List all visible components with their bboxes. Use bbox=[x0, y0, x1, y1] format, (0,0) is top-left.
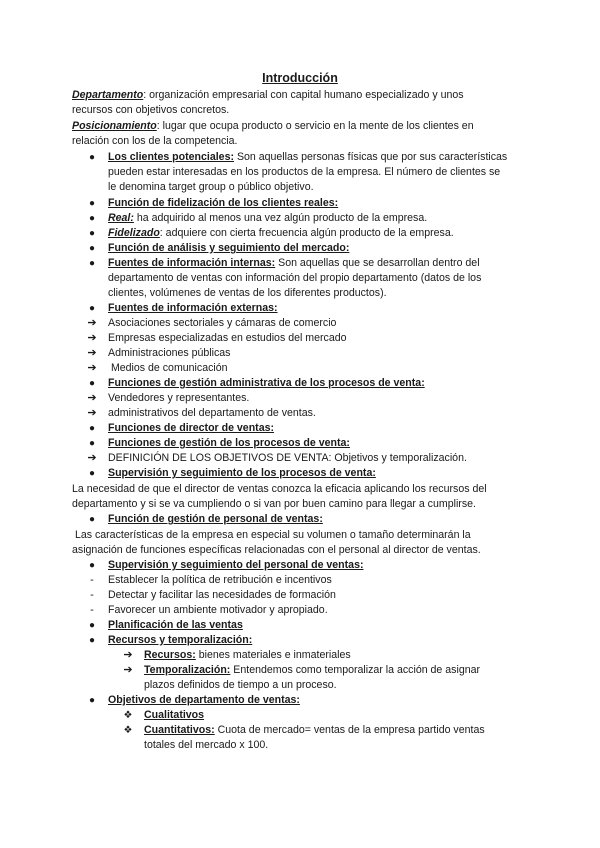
heading-supervision-procesos: Supervisión y seguimiento de los procesos de venta: bbox=[108, 467, 376, 479]
bullet-icon: ● bbox=[88, 243, 96, 254]
list-item: Vendedores y representantes. bbox=[108, 392, 250, 404]
arrow-icon: ➔ bbox=[87, 452, 97, 464]
diamond-icon: ❖ bbox=[123, 710, 133, 721]
item-temporalizacion: Temporalización: Entendemos como temporalizar la acción de asignar bbox=[144, 664, 481, 676]
arrow-icon: ➔ bbox=[87, 392, 97, 404]
list-item: DEFINICIÓN DE LOS OBJETIVOS DE VENTA: Objetivos y temporalización. bbox=[108, 452, 467, 464]
bullet-icon: ● bbox=[88, 378, 96, 389]
bullet-icon: ● bbox=[88, 258, 96, 269]
list-item: administrativos del departamento de ventas. bbox=[108, 407, 316, 419]
heading-gestion-admin: Funciones de gestión administrativa de los procesos de venta: bbox=[108, 377, 425, 389]
heading-objetivos: Objetivos de departamento de ventas: bbox=[108, 694, 300, 706]
heading-gestion-personal: Función de gestión de personal de ventas: bbox=[108, 513, 323, 525]
list-item: Asociaciones sectoriales y cámaras de comercio bbox=[108, 317, 337, 329]
dash-icon: - bbox=[90, 574, 94, 586]
term-info-internas: Fuentes de información internas: bbox=[108, 257, 276, 269]
paragraph: departamento y si se va cumpliendo o si van por buen camino para llegar a cumplirse. bbox=[72, 498, 476, 510]
item-clientes-potenciales-cont: pueden estar interesadas en los productos de la empresa. El número de clientes se bbox=[108, 166, 501, 178]
arrow-icon: ➔ bbox=[123, 649, 133, 661]
definition-posicionamiento-cont: relación con los de la competencia. bbox=[72, 135, 238, 147]
term-posicionamiento: Posicionamiento bbox=[72, 120, 157, 132]
bullet-icon: ● bbox=[88, 635, 96, 646]
item-recursos: Recursos: bienes materiales e inmateriales bbox=[144, 649, 351, 661]
bullet-icon: ● bbox=[88, 438, 96, 449]
item-info-internas-cont: departamento de ventas con información del propio departamento (datos de los bbox=[108, 272, 482, 284]
heading-director: Funciones de director de ventas: bbox=[108, 422, 275, 434]
arrow-icon: ➔ bbox=[123, 664, 133, 676]
term-cuantitativos: Cuantitativos: bbox=[144, 724, 215, 736]
list-item: Empresas especializadas en estudios del mercado bbox=[108, 332, 347, 344]
definition-departamento-cont: recursos con objetivos concretos. bbox=[72, 104, 230, 116]
heading-gestion-procesos: Funciones de gestión de los procesos de venta: bbox=[108, 437, 350, 449]
term-fidelizado: Fidelizado bbox=[108, 227, 160, 239]
item-real: Real: ha adquirido al menos una vez algún producto de la empresa. bbox=[108, 212, 428, 224]
dash-icon: - bbox=[90, 589, 94, 601]
list-item: Favorecer un ambiente motivador y apropiado. bbox=[108, 604, 328, 616]
bullet-icon: ● bbox=[88, 514, 96, 525]
heading-supervision-personal: Supervisión y seguimiento del personal de ventas: bbox=[108, 559, 364, 571]
list-item: Detectar y facilitar las necesidades de formación bbox=[108, 589, 336, 601]
definition-posicionamiento: Posicionamiento: lugar que ocupa producto o servicio en la mente de los clientes en bbox=[72, 120, 474, 132]
item-fidelizado: Fidelizado: adquiere con cierta frecuencia algún producto de la empresa. bbox=[108, 227, 454, 239]
bullet-icon: ● bbox=[88, 423, 96, 434]
term-departamento: Departamento bbox=[72, 89, 144, 101]
arrow-icon: ➔ bbox=[87, 332, 97, 344]
bullet-icon: ● bbox=[88, 198, 96, 209]
definition-departamento: Departamento: organización empresarial con capital humano especializado y unos bbox=[72, 89, 464, 101]
arrow-icon: ➔ bbox=[87, 347, 97, 359]
dash-icon: - bbox=[90, 604, 94, 616]
bullet-icon: ● bbox=[88, 620, 96, 631]
arrow-icon: ➔ bbox=[87, 317, 97, 329]
item-cuantitativos: Cuantitativos: Cuota de mercado= ventas de la empresa partido ventas bbox=[144, 724, 485, 736]
item-clientes-potenciales-cont2: le denomina target group o público objetivo. bbox=[108, 181, 314, 193]
bullet-icon: ● bbox=[88, 468, 96, 479]
item-temporalizacion-cont: plazos definidos de tiempo a un proceso. bbox=[144, 679, 337, 691]
term-temporalizacion: Temporalización: bbox=[144, 664, 231, 676]
item-info-internas: Fuentes de información internas: Son aquellas que se desarrollan dentro del bbox=[108, 257, 480, 269]
heading-analisis: Función de análisis y seguimiento del mercado: bbox=[108, 242, 350, 254]
heading-fidelizacion: Función de fidelización de los clientes reales: bbox=[108, 197, 339, 209]
term-real: Real: bbox=[108, 212, 134, 224]
paragraph: La necesidad de que el director de ventas conozca la eficacia aplicando los recursos del bbox=[72, 483, 487, 495]
paragraph: asignación de funciones específicas relacionadas con el personal al director de ventas. bbox=[72, 544, 481, 556]
page-title: Introducción bbox=[262, 71, 338, 85]
bullet-icon: ● bbox=[88, 213, 96, 224]
list-item: Medios de comunicación bbox=[108, 362, 228, 374]
term-clientes-potenciales: Los clientes potenciales: bbox=[108, 151, 234, 163]
bullet-icon: ● bbox=[88, 560, 96, 571]
heading-info-externas: Fuentes de información externas: bbox=[108, 302, 278, 314]
arrow-icon: ➔ bbox=[87, 362, 97, 374]
heading-recursos-temp: Recursos y temporalización: bbox=[108, 634, 253, 646]
arrow-icon: ➔ bbox=[87, 407, 97, 419]
diamond-icon: ❖ bbox=[123, 725, 133, 736]
bullet-icon: ● bbox=[88, 695, 96, 706]
item-info-internas-cont2: clientes, volúmenes de ventas de los diferentes productos). bbox=[108, 287, 387, 299]
item-cuantitativos-cont: totales del mercado x 100. bbox=[144, 739, 269, 751]
bullet-icon: ● bbox=[88, 303, 96, 314]
list-item: Administraciones públicas bbox=[108, 347, 231, 359]
term-recursos: Recursos: bbox=[144, 649, 196, 661]
paragraph: Las características de la empresa en especial su volumen o tamaño determinarán la bbox=[72, 529, 471, 541]
list-item: Establecer la política de retribución e incentivos bbox=[108, 574, 332, 586]
item-cualitativos: Cualitativos bbox=[144, 709, 205, 721]
heading-planificacion: Planificación de las ventas bbox=[108, 619, 243, 631]
item-clientes-potenciales: Los clientes potenciales: Son aquellas personas físicas que por sus características bbox=[108, 151, 508, 163]
bullet-icon: ● bbox=[88, 228, 96, 239]
bullet-icon: ● bbox=[88, 152, 96, 163]
